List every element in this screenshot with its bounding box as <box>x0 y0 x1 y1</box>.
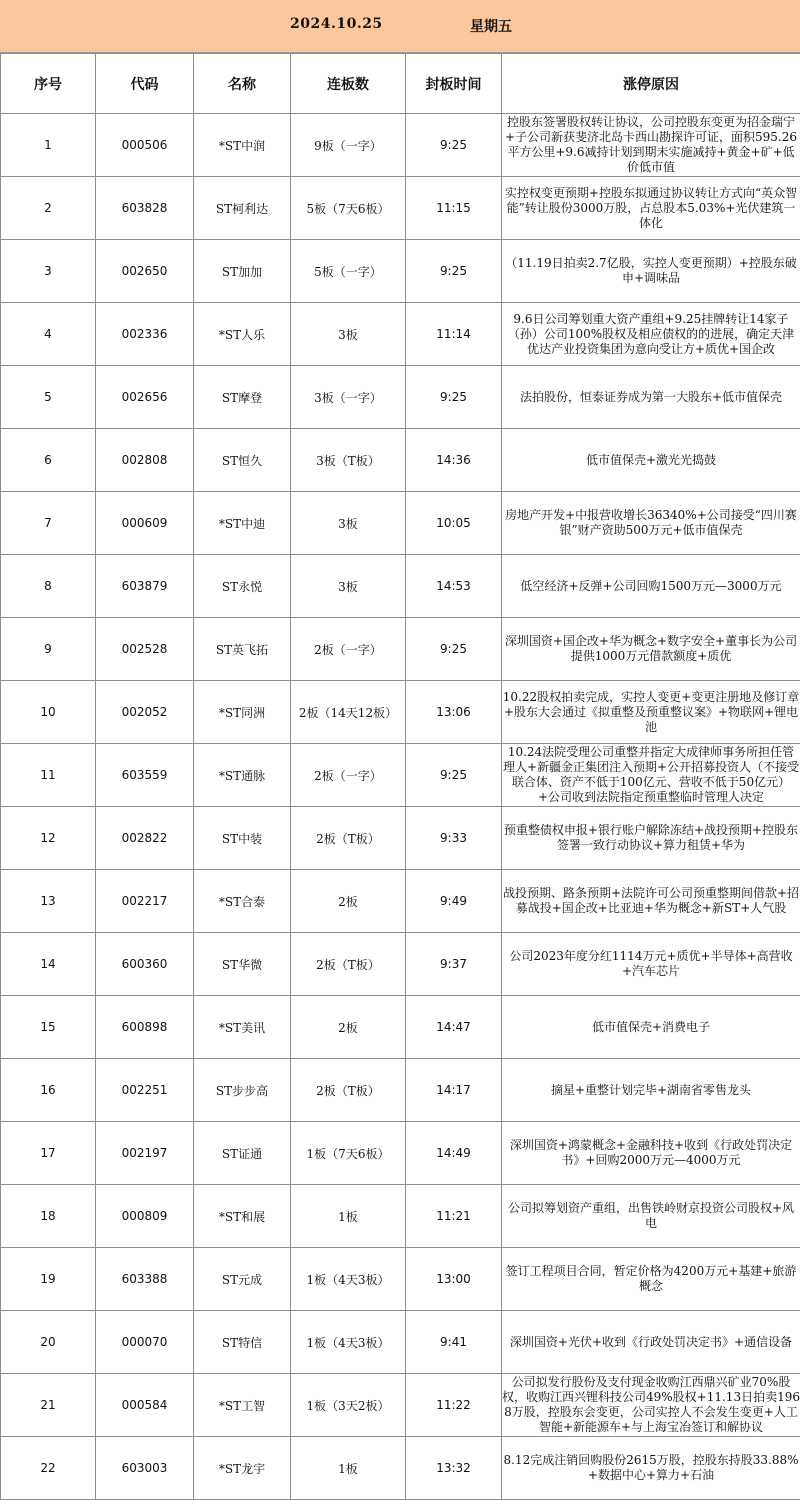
table-row <box>1 744 800 807</box>
cell-index: 11 <box>1 744 96 807</box>
cell-reason: 法拍股份，恒泰证券成为第一大股东+低市值保壳 <box>502 366 800 429</box>
cell-index: 22 <box>1 1437 96 1500</box>
table-row <box>1 1374 800 1437</box>
cell-seal-time: 14:17 <box>406 1059 502 1122</box>
cell-streak: 2板（T板） <box>291 933 406 996</box>
cell-code: 002656 <box>96 366 194 429</box>
cell-index: 1 <box>1 114 96 177</box>
cell-streak: 2板（14天12板） <box>291 681 406 744</box>
cell-seal-time: 14:47 <box>406 996 502 1059</box>
cell-code: 002528 <box>96 618 194 681</box>
cell-seal-time: 14:36 <box>406 429 502 492</box>
cell-reason: 战投预期、路条预期+法院许可公司预重整期间借款+招募战投+国企改+比亚迪+华为概念+新ST+人气股 <box>502 870 800 933</box>
table-row <box>1 303 800 366</box>
cell-seal-time: 9:25 <box>406 744 502 807</box>
table-row <box>1 1437 800 1500</box>
cell-code: 002336 <box>96 303 194 366</box>
column-header-code: 代码 <box>96 54 194 114</box>
cell-index: 7 <box>1 492 96 555</box>
cell-seal-time: 9:25 <box>406 366 502 429</box>
cell-name: *ST人乐 <box>194 303 291 366</box>
cell-index: 21 <box>1 1374 96 1437</box>
cell-index: 20 <box>1 1311 96 1374</box>
table-row <box>1 996 800 1059</box>
table-row <box>1 555 800 618</box>
cell-streak: 1板（7天6板） <box>291 1122 406 1185</box>
cell-name: *ST美讯 <box>194 996 291 1059</box>
cell-index: 17 <box>1 1122 96 1185</box>
cell-index: 12 <box>1 807 96 870</box>
cell-seal-time: 11:21 <box>406 1185 502 1248</box>
cell-code: 000584 <box>96 1374 194 1437</box>
cell-streak: 2板（一字） <box>291 618 406 681</box>
table-row <box>1 1248 800 1311</box>
cell-name: *ST和展 <box>194 1185 291 1248</box>
cell-code: 002808 <box>96 429 194 492</box>
table-row <box>1 492 800 555</box>
weekday: 星期五 <box>470 19 512 35</box>
cell-code: 603003 <box>96 1437 194 1500</box>
cell-streak: 1板（3天2板） <box>291 1374 406 1437</box>
trade-date: 2024.10.25 <box>290 16 383 32</box>
cell-code: 002822 <box>96 807 194 870</box>
cell-name: ST元成 <box>194 1248 291 1311</box>
cell-reason: 实控权变更预期+控股东拟通过协议转让方式向“英众智能”转让股份3000万股，占总股本5.03%+光伏建筑一体化 <box>502 177 800 240</box>
cell-code: 603388 <box>96 1248 194 1311</box>
cell-streak: 1板 <box>291 1437 406 1500</box>
cell-name: ST中装 <box>194 807 291 870</box>
table-row <box>1 1311 800 1374</box>
cell-name: *ST中润 <box>194 114 291 177</box>
cell-seal-time: 11:14 <box>406 303 502 366</box>
cell-index: 8 <box>1 555 96 618</box>
cell-reason: 低空经济+反弹+公司回购1500万元—3000万元 <box>502 555 800 618</box>
cell-reason: 深圳国资+国企改+华为概念+数字安全+董事长为公司提供1000万元借款额度+质优 <box>502 618 800 681</box>
cell-index: 9 <box>1 618 96 681</box>
cell-index: 4 <box>1 303 96 366</box>
cell-seal-time: 9:33 <box>406 807 502 870</box>
cell-streak: 3板 <box>291 303 406 366</box>
cell-code: 603559 <box>96 744 194 807</box>
cell-name: *ST通脉 <box>194 744 291 807</box>
cell-streak: 2板 <box>291 996 406 1059</box>
cell-name: ST柯利达 <box>194 177 291 240</box>
cell-seal-time: 13:06 <box>406 681 502 744</box>
cell-seal-time: 9:25 <box>406 114 502 177</box>
cell-code: 002650 <box>96 240 194 303</box>
cell-streak: 9板（一字） <box>291 114 406 177</box>
table-row <box>1 1059 800 1122</box>
limit-up-table <box>0 53 800 1500</box>
cell-seal-time: 13:32 <box>406 1437 502 1500</box>
cell-streak: 1板 <box>291 1185 406 1248</box>
cell-streak: 3板（一字） <box>291 366 406 429</box>
cell-reason: 深圳国资+光伏+收到《行政处罚决定书》+通信设备 <box>502 1311 800 1374</box>
cell-reason: 预重整债权申报+银行账户解除冻结+战投预期+控股东签署一致行动协议+算力租赁+华为 <box>502 807 800 870</box>
table-row <box>1 366 800 429</box>
cell-streak: 2板（T板） <box>291 1059 406 1122</box>
column-header-seal-time: 封板时间 <box>406 54 502 114</box>
column-header-index: 序号 <box>1 54 96 114</box>
cell-reason: 10.22股权拍卖完成，实控人变更+变更注册地及修订章+股东大会通过《拟重整及预重整议案》+物联网+锂电池 <box>502 681 800 744</box>
cell-reason: （11.19日拍卖2.7亿股，实控人变更预期）+控股东破申+调味品 <box>502 240 800 303</box>
cell-streak: 1板（4天3板） <box>291 1248 406 1311</box>
cell-seal-time: 9:41 <box>406 1311 502 1374</box>
cell-name: ST特信 <box>194 1311 291 1374</box>
cell-code: 002251 <box>96 1059 194 1122</box>
cell-code: 002052 <box>96 681 194 744</box>
cell-index: 15 <box>1 996 96 1059</box>
cell-seal-time: 10:05 <box>406 492 502 555</box>
cell-reason: 摘星+重整计划完毕+湖南省零售龙头 <box>502 1059 800 1122</box>
cell-name: *ST中迪 <box>194 492 291 555</box>
cell-index: 18 <box>1 1185 96 1248</box>
cell-name: ST加加 <box>194 240 291 303</box>
cell-reason: 房地产开发+中报营收增长36340%+公司接受“四川赛银”财产资助500万元+低市值保壳 <box>502 492 800 555</box>
cell-name: ST步步高 <box>194 1059 291 1122</box>
column-header-reason: 涨停原因 <box>502 54 800 114</box>
cell-name: ST证通 <box>194 1122 291 1185</box>
column-header-name: 名称 <box>194 54 291 114</box>
cell-code: 000809 <box>96 1185 194 1248</box>
cell-streak: 3板（T板） <box>291 429 406 492</box>
cell-name: *ST龙宇 <box>194 1437 291 1500</box>
table-row <box>1 177 800 240</box>
cell-seal-time: 14:49 <box>406 1122 502 1185</box>
cell-name: *ST同洲 <box>194 681 291 744</box>
cell-code: 000070 <box>96 1311 194 1374</box>
table-header-row <box>1 54 800 114</box>
cell-name: ST摩登 <box>194 366 291 429</box>
table-row <box>1 870 800 933</box>
cell-streak: 3板 <box>291 492 406 555</box>
cell-index: 14 <box>1 933 96 996</box>
cell-streak: 1板（4天3板） <box>291 1311 406 1374</box>
cell-reason: 10.24法院受理公司重整并指定大成律师事务所担任管理人+新疆金正集团注入预期+公开招募投资人（不接受联合体、资产不低于100亿元、营收不低于50亿元）+公司收到法院指定预重整临时管理人决定 <box>502 744 800 807</box>
cell-seal-time: 11:15 <box>406 177 502 240</box>
cell-index: 6 <box>1 429 96 492</box>
cell-name: ST华微 <box>194 933 291 996</box>
table-row <box>1 681 800 744</box>
cell-streak: 2板 <box>291 870 406 933</box>
table-row <box>1 114 800 177</box>
cell-streak: 2板（一字） <box>291 744 406 807</box>
cell-reason: 公司2023年度分红1114万元+质优+半导体+高营收+汽车芯片 <box>502 933 800 996</box>
cell-index: 2 <box>1 177 96 240</box>
cell-streak: 5板（一字） <box>291 240 406 303</box>
cell-streak: 3板 <box>291 555 406 618</box>
cell-name: ST英飞拓 <box>194 618 291 681</box>
cell-seal-time: 11:22 <box>406 1374 502 1437</box>
cell-code: 603879 <box>96 555 194 618</box>
cell-reason: 深圳国资+鸿蒙概念+金融科技+收到《行政处罚决定书》+回购2000万元—4000万元 <box>502 1122 800 1185</box>
cell-seal-time: 13:00 <box>406 1248 502 1311</box>
cell-code: 002217 <box>96 870 194 933</box>
cell-name: *ST工智 <box>194 1374 291 1437</box>
cell-reason: 低市值保壳+消费电子 <box>502 996 800 1059</box>
cell-streak: 5板（7天6板） <box>291 177 406 240</box>
cell-reason: 公司拟发行股份及支付现金收购江西鼎兴矿业70%股权，收购江西兴锂科技公司49%股权+11.13日拍卖1968万股，控股东会变更，公司实控人不会发生变更+人工智能+新能源车+与上海宝冶签订和解协议 <box>502 1374 800 1437</box>
cell-seal-time: 9:25 <box>406 240 502 303</box>
cell-code: 000609 <box>96 492 194 555</box>
table-row <box>1 429 800 492</box>
table-body <box>1 114 800 1500</box>
cell-reason: 签订工程项目合同，暂定价格为4200万元+基建+旅游概念 <box>502 1248 800 1311</box>
date-header <box>0 0 800 53</box>
cell-index: 3 <box>1 240 96 303</box>
cell-reason: 控股东签署股权转让协议，公司控股东变更为招金瑞宁+子公司新获斐济北岛卡西山勘探许可证，面积595.26平方公里+9.6减持计划到期未实施减持+黄金+矿+低价低市值 <box>502 114 800 177</box>
cell-index: 19 <box>1 1248 96 1311</box>
column-header-streak: 连板数 <box>291 54 406 114</box>
cell-seal-time: 9:25 <box>406 618 502 681</box>
cell-seal-time: 14:53 <box>406 555 502 618</box>
cell-seal-time: 9:49 <box>406 870 502 933</box>
cell-code: 600360 <box>96 933 194 996</box>
cell-name: ST永悦 <box>194 555 291 618</box>
cell-index: 10 <box>1 681 96 744</box>
table-row <box>1 240 800 303</box>
table-row <box>1 933 800 996</box>
cell-reason: 低市值保壳+激光光捣鼓 <box>502 429 800 492</box>
cell-streak: 2板（T板） <box>291 807 406 870</box>
cell-reason: 公司拟筹划资产重组，出售铁岭财京投资公司股权+风电 <box>502 1185 800 1248</box>
cell-code: 002197 <box>96 1122 194 1185</box>
cell-code: 000506 <box>96 114 194 177</box>
cell-index: 16 <box>1 1059 96 1122</box>
cell-seal-time: 9:37 <box>406 933 502 996</box>
cell-name: ST恒久 <box>194 429 291 492</box>
table-row <box>1 807 800 870</box>
cell-code: 603828 <box>96 177 194 240</box>
cell-reason: 9.6日公司筹划重大资产重组+9.25挂牌转让14家子（孙）公司100%股权及相应债权的的进展，确定天津优达产业投资集团为意向受让方+质优+国企改 <box>502 303 800 366</box>
table-row <box>1 1122 800 1185</box>
cell-code: 600898 <box>96 996 194 1059</box>
cell-index: 5 <box>1 366 96 429</box>
table-row <box>1 618 800 681</box>
cell-index: 13 <box>1 870 96 933</box>
cell-reason: 8.12完成注销回购股份2615万股，控股东持股33.88%+数据中心+算力+石油 <box>502 1437 800 1500</box>
table-row <box>1 1185 800 1248</box>
cell-name: *ST合泰 <box>194 870 291 933</box>
